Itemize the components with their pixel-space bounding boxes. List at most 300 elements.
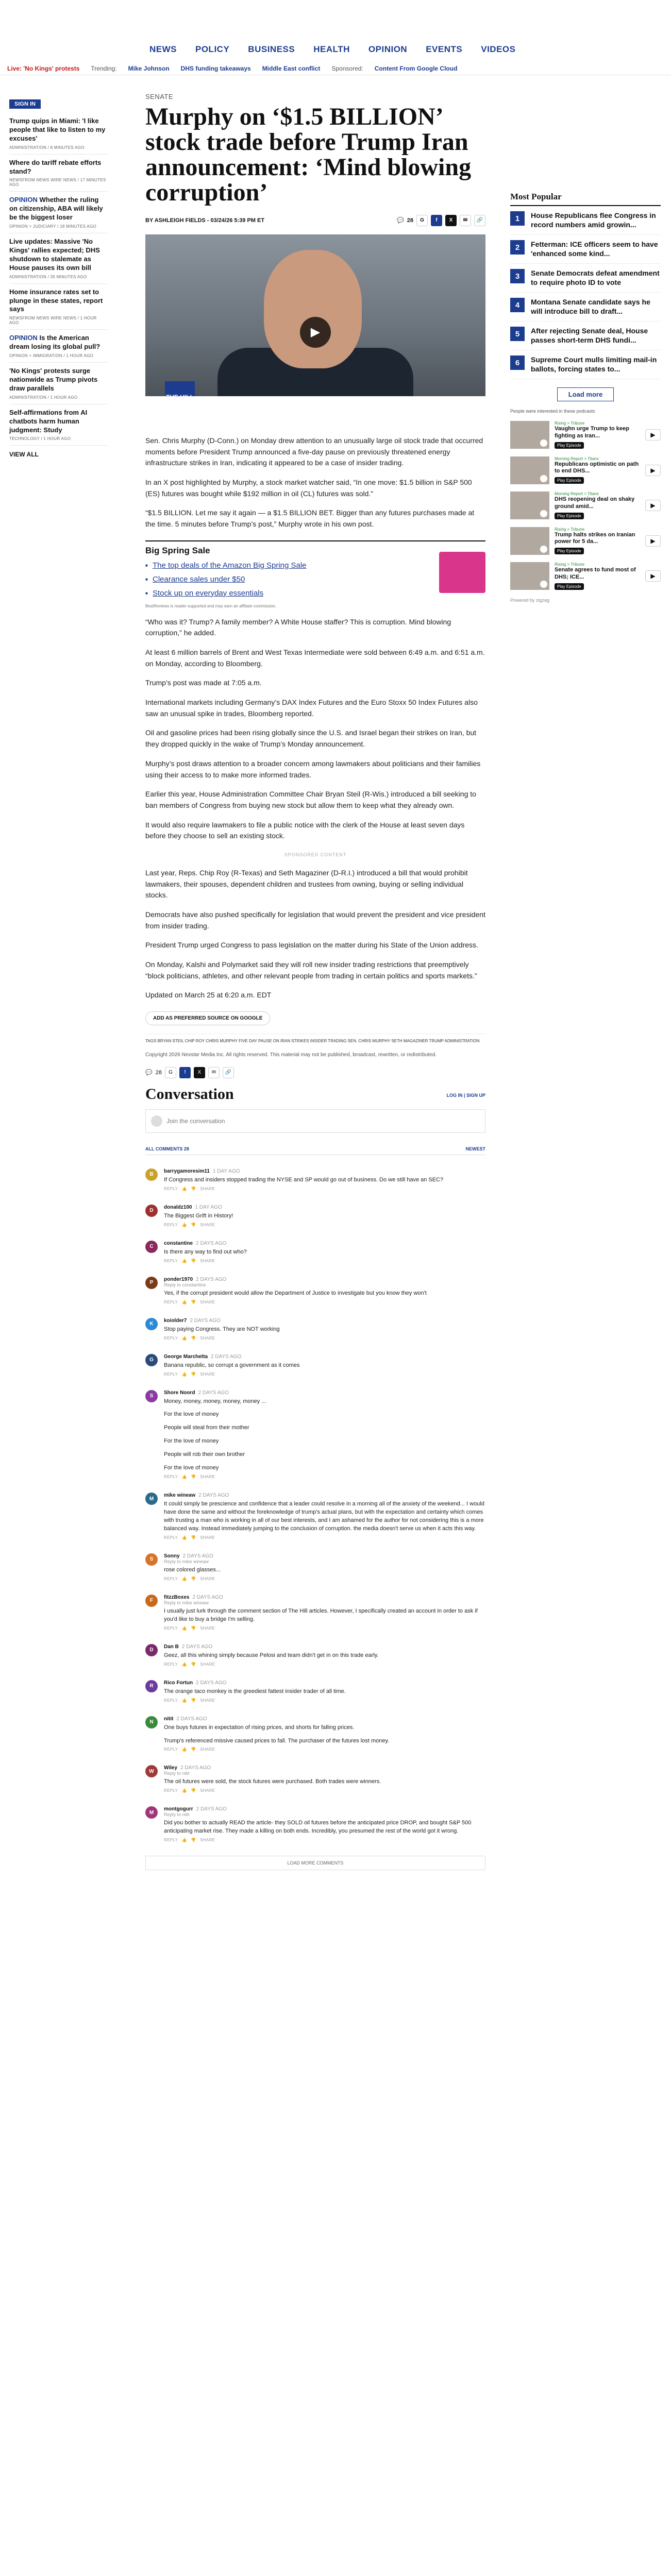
comment-text — [164, 1819, 485, 1836]
comment-body — [164, 1318, 280, 1341]
play-icon[interactable]: ▶ — [300, 317, 331, 348]
popular-item[interactable] — [510, 321, 661, 350]
play-episode-button[interactable]: Play Episode — [555, 583, 584, 590]
left-story-meta: ADMINISTRATION / 35 MINUTES AGO — [9, 274, 87, 279]
comment-user[interactable] — [164, 1553, 221, 1559]
rank-number: 1 — [510, 211, 525, 226]
podcast-play-icon[interactable]: ▶ — [645, 535, 661, 547]
comment-user[interactable] — [164, 1493, 485, 1498]
comment — [145, 1205, 485, 1227]
comment-user[interactable] — [164, 1241, 247, 1246]
comment-time: 2 DAYS AGO — [196, 1806, 227, 1812]
comment — [145, 1168, 485, 1191]
deals-list — [145, 561, 485, 598]
popular-item[interactable] — [510, 350, 661, 379]
top-nav — [0, 0, 671, 62]
comment-line: Stop paying Congress. They are NOT working — [164, 1326, 280, 1332]
comment-username[interactable]: barrygamoresim11 — [164, 1168, 210, 1174]
comment-text — [164, 1290, 427, 1298]
comment-text — [164, 1326, 280, 1334]
x-icon[interactable]: X — [445, 215, 457, 226]
facebook-icon[interactable]: f — [179, 1067, 191, 1078]
left-story[interactable] — [9, 192, 107, 233]
comment-text — [164, 1500, 485, 1533]
reply-to: Reply to constantine — [164, 1282, 206, 1287]
nav-news[interactable]: NEWS — [149, 44, 177, 54]
podcast-thumbnail[interactable] — [510, 456, 549, 484]
deals-title: Big Spring Sale — [145, 545, 210, 555]
article-paragraph: It would also require lawmakers to file a public notice with the clerk of the House at least seven days before they choose to sell an existing stock. — [145, 820, 465, 840]
comment-user[interactable] — [164, 1205, 233, 1210]
comment — [145, 1680, 485, 1703]
rank-number: 6 — [510, 355, 525, 370]
comment-user[interactable] — [164, 1277, 427, 1282]
podcast-info — [555, 562, 640, 590]
comment-username[interactable]: Shore Noord — [164, 1389, 195, 1396]
avatar[interactable]: M — [145, 1806, 158, 1819]
email-icon[interactable]: ✉ — [460, 215, 471, 226]
comment-time: 2 DAYS AGO — [198, 1389, 229, 1396]
comment-line: For the love of money — [164, 1465, 219, 1471]
comment-body — [164, 1493, 485, 1540]
avatar[interactable]: F — [145, 1595, 158, 1607]
podcast-thumbnail[interactable] — [510, 562, 549, 590]
comment-user[interactable] — [164, 1595, 485, 1600]
article-paragraph: International markets including Germany’s DAX Index Futures and the Euro Stoxx 50 Index Futures also saw an unusual spike in trades, Bloomberg reported. — [145, 698, 478, 718]
comment — [145, 1765, 485, 1793]
nav-health[interactable]: HEALTH — [313, 44, 350, 54]
article-paragraph: Last year, Reps. Chip Roy (R-Texas) and Seth Magaziner (D-R.I.) introduced a bill that would prohibit lawmakers, their spouses, dependent children and trustees from owning, buying or selling individual stocks. — [145, 868, 468, 900]
avatar[interactable]: N — [145, 1716, 158, 1728]
left-story-title-text[interactable]: Whether the ruling on citizenship, ABA will likely be the biggest loser — [9, 196, 103, 222]
load-more-comments-button[interactable]: LOAD MORE COMMENTS — [145, 1856, 485, 1870]
link-icon[interactable]: 🔗 — [223, 1067, 234, 1078]
conversation-title: Conversation — [145, 1085, 234, 1103]
left-story-title[interactable] — [9, 196, 107, 222]
left-story-meta: NEWSFROM NEWS WIRE NEWS / 17 MINUTES AGO — [9, 178, 106, 188]
comment-user[interactable] — [164, 1680, 346, 1686]
sign-in-button[interactable]: SIGN IN — [9, 99, 41, 109]
comment-actions[interactable]: REPLY 👍 👎 SHARE — [164, 1186, 215, 1191]
comment-time: 2 DAYS AGO — [196, 1240, 227, 1246]
comment-line: People will rob their own brother — [164, 1451, 245, 1458]
popular-title[interactable]: Fetterman: ICE officers seem to have 'enhanced some kind... — [531, 240, 658, 258]
opinion-label: OPINION — [9, 334, 38, 342]
comment-body — [164, 1168, 443, 1191]
left-story-meta: ADMINISTRATION / 8 MINUTES AGO — [9, 145, 85, 150]
comment — [145, 1241, 485, 1263]
avatar[interactable]: R — [145, 1680, 158, 1692]
comment-username[interactable]: donaldz100 — [164, 1204, 192, 1210]
podcast-thumbnail[interactable] — [510, 421, 549, 449]
comment-username[interactable]: Sonny — [164, 1553, 180, 1559]
popular-item[interactable] — [510, 293, 661, 321]
deal-link[interactable]: ■ Clearance sales under $50 — [153, 575, 485, 584]
byline-row — [145, 215, 485, 226]
comment-actions[interactable]: REPLY 👍 👎 SHARE — [164, 1838, 215, 1843]
comment-text — [164, 1778, 381, 1786]
podcast-item[interactable] — [510, 421, 661, 449]
tab-all-comments[interactable]: ALL COMMENTS 28 — [145, 1146, 189, 1151]
copyright: Copyright 2026 Nexstar Media Inc. All rights reserved. This material may not be published, broadcast, rewritten, or redistributed. — [145, 1052, 437, 1058]
article-main — [145, 93, 485, 1870]
facebook-icon[interactable]: f — [431, 215, 442, 226]
comment-body — [164, 1354, 300, 1377]
comment-time: 1 DAY AGO — [195, 1204, 222, 1210]
podcast-category: Rising > Tribune — [555, 421, 585, 426]
comment-username[interactable]: ponder1970 — [164, 1276, 193, 1282]
popular-title[interactable]: After rejecting Senate deal, House passes short-term DHS fundi... — [531, 327, 648, 344]
popular-item[interactable] — [510, 264, 661, 293]
comment-username[interactable]: fitzzBoxes — [164, 1594, 190, 1600]
popular-title[interactable]: Montana Senate candidate says he will introduce bill to draft... — [531, 298, 650, 315]
comment-username[interactable]: nitit — [164, 1716, 174, 1722]
comment-time: 2 DAYS AGO — [180, 1765, 211, 1771]
play-episode-button[interactable]: Play Episode — [555, 513, 584, 519]
avatar[interactable]: D — [145, 1205, 158, 1217]
comment-time: 2 DAYS AGO — [192, 1594, 223, 1600]
left-story-title[interactable]: 'No Kings' protests surge nationwide as Trump pivots draw parallels — [9, 367, 98, 392]
podcast-item[interactable] — [510, 456, 661, 485]
nav-videos[interactable]: VIDEOS — [481, 44, 516, 54]
comment-user[interactable] — [164, 1765, 381, 1771]
left-story[interactable] — [9, 330, 107, 363]
podcast-title[interactable]: DHS reopening deal on shaky ground amid... — [555, 496, 635, 510]
popular-title[interactable]: House Republicans flee Congress in record numbers amid growin... — [531, 211, 656, 229]
podcast-info — [555, 492, 640, 520]
podcast-info — [555, 527, 640, 555]
comment-time: 2 DAYS AGO — [196, 1680, 227, 1686]
comment-username[interactable]: George Marchetta — [164, 1353, 208, 1360]
comment-line: If Congress and insiders stopped trading the NYSE and SP would go out of business. Do we still have an SEC? — [164, 1176, 444, 1183]
sponsored-label: SPONSORED CONTENT — [284, 852, 347, 857]
reply-to: Reply to mike wineaw — [164, 1600, 209, 1605]
comment — [145, 1354, 485, 1377]
comment-actions[interactable]: REPLY 👍 👎 SHARE — [164, 1475, 215, 1480]
google-icon[interactable]: G — [416, 215, 428, 226]
avatar[interactable]: P — [145, 1277, 158, 1289]
comment-actions[interactable]: REPLY 👍 👎 SHARE — [164, 1222, 215, 1227]
sponsored-link[interactable]: Content From Google Cloud — [374, 64, 458, 72]
tags-list[interactable]: TAGS BRYAN STEIL CHIP ROY CHRIS MURPHY FIVE DAY PAUSE ON IRAN STRIKES INSIDER TRADING SEN. CHRIS MURPHY SETH MAGAZINER TRUMP ADMINISTRATION — [145, 1033, 485, 1045]
comment-actions[interactable]: REPLY 👍 👎 SHARE — [164, 1258, 215, 1263]
comment-user[interactable] — [164, 1168, 443, 1174]
comment-line: I usually just lurk through the comment section of The Hill articles. However, I specifically created an account in order to ask if you'd like to buy a bridge I'm selling. — [164, 1607, 478, 1622]
comment-line: One buys futures in expectation of rising prices, and shorts for falling prices. — [164, 1724, 355, 1731]
comment-username[interactable]: mike wineaw — [164, 1493, 196, 1499]
video-player[interactable] — [145, 234, 485, 427]
right-rail — [510, 192, 661, 603]
popular-title[interactable]: Senate Democrats defeat amendment to require photo ID to vote — [531, 269, 660, 286]
left-story[interactable] — [9, 233, 107, 284]
comment-line: Is there any way to find out who? — [164, 1248, 247, 1255]
article-paragraph: Earlier this year, House Administration Committee Chair Bryan Steil (R-Wis.) introduced a bill seeking to ban members of Congress from buying new stock but allow them to keep what they already own. — [145, 790, 476, 809]
play-episode-button[interactable]: Play Episode — [555, 442, 584, 449]
left-story-meta: ADMINISTRATION / 1 HOUR AGO — [9, 395, 78, 400]
rank-number: 2 — [510, 240, 525, 255]
avatar[interactable]: W — [145, 1765, 158, 1777]
podcast-info — [555, 456, 640, 485]
nav-policy[interactable]: POLICY — [195, 44, 230, 54]
comment-body — [164, 1205, 233, 1227]
nav-business[interactable]: BUSINESS — [248, 44, 295, 54]
comment — [145, 1716, 485, 1752]
comment-list — [145, 1168, 485, 1842]
comment-actions[interactable]: REPLY 👍 👎 SHARE — [164, 1625, 215, 1631]
popular-item[interactable] — [510, 206, 661, 235]
comment-user[interactable] — [164, 1716, 389, 1722]
share-bar — [397, 215, 485, 226]
left-story-title[interactable]: Home insurance rates set to plunge in these states, report says — [9, 287, 103, 313]
article-paragraph: “$1.5 BILLION. Let me say it again — a $1.5 BILLION BET. Bigger than any futures purchases made at the time. 5 minutes before Trump’s post,” Murphy wrote in his own post. — [145, 509, 475, 528]
comment-actions[interactable]: REPLY 👍 👎 SHARE — [164, 1299, 215, 1304]
comment-username[interactable]: koiolder7 — [164, 1317, 187, 1324]
comment-time: 2 DAYS AGO — [196, 1276, 227, 1282]
comment-user[interactable] — [164, 1390, 266, 1396]
trending-link[interactable]: Middle East conflict — [262, 64, 321, 72]
comment — [145, 1806, 485, 1842]
deals-note: BestReviews is reader-supported and may earn an affiliate commission. — [145, 603, 277, 608]
comment-tabs — [145, 1146, 485, 1155]
comment-line: Money, money, money, money, money ... — [164, 1398, 266, 1404]
article-paragraph: Trump’s post was made at 7:05 a.m. — [145, 679, 262, 687]
google-preferred-button[interactable]: ADD AS PREFERRED SOURCE ON GOOGLE — [145, 1011, 270, 1025]
podcast-category: Morning Report > Titans — [555, 456, 599, 461]
comment-line: Trump's referenced missive caused prices to fall. The purchaser of the futures lost money. — [164, 1737, 390, 1744]
podcast-info — [555, 421, 640, 449]
comment-user[interactable] — [164, 1354, 300, 1360]
comment-actions[interactable]: REPLY 👍 👎 SHARE — [164, 1747, 215, 1752]
comment-time: 2 DAYS AGO — [198, 1493, 229, 1499]
avatar[interactable]: G — [145, 1354, 158, 1366]
trending-link[interactable]: DHS funding takeaways — [180, 64, 251, 72]
comment-user[interactable] — [164, 1318, 280, 1324]
deal-link[interactable]: ■ The top deals of the Amazon Big Spring Sale — [153, 561, 485, 570]
podcast-item[interactable] — [510, 527, 661, 555]
comment-icon[interactable]: 💬 — [397, 217, 404, 224]
comment-body — [164, 1765, 381, 1793]
comment-user[interactable] — [164, 1806, 485, 1812]
avatar[interactable]: M — [145, 1493, 158, 1505]
comment-text — [164, 1176, 443, 1184]
comment — [145, 1493, 485, 1540]
article-paragraph: At least 6 million barrels of Brent and West Texas Intermediate were sold between 6:49 a.m. and 6:51 a.m. on Monday, according to Bloomberg. — [145, 648, 485, 668]
podcast-category: Morning Report > Titans — [555, 492, 599, 496]
comment-text — [164, 1566, 221, 1574]
byline: BY ASHLEIGH FIELDS - 03/24/26 5:39 PM ET — [145, 217, 265, 224]
podcast-title[interactable]: Trump halts strikes on Iranian power for 5 da... — [555, 531, 635, 545]
left-story-title[interactable] — [9, 334, 107, 351]
reply-to: Reply to nitit — [164, 1812, 190, 1818]
comment-line: Yes, if the corrupt president would allow the Department of Justice to investigate but you know they won't — [164, 1290, 427, 1296]
comment-body — [164, 1806, 485, 1842]
left-story-meta: TECHNOLOGY / 1 HOUR AGO — [9, 436, 71, 442]
article-paragraph: In an X post highlighted by Murphy, a stock market watcher said, “In one move: $1.5 billion in S&P 500 (ES) futures was bought while $192 million in oil (CL) futures was sold.” — [145, 478, 472, 498]
avatar[interactable]: S — [145, 1553, 158, 1566]
comment-text — [164, 1652, 378, 1660]
popular-title[interactable]: Supreme Court mulls limiting mail-in ballots, forcing states to... — [531, 355, 657, 373]
podcast-item[interactable] — [510, 492, 661, 520]
article-paragraph: On Monday, Kalshi and Polymarket said they will roll new insider trading restrictions that preemptively “block politicians, athletes, and other relevant people from trading in certain politics and sports markets.” — [145, 960, 477, 980]
comment-body — [164, 1716, 389, 1752]
conversation-header — [145, 1086, 485, 1103]
comment-body — [164, 1595, 485, 1631]
comment-icon[interactable]: 💬 — [145, 1070, 153, 1076]
comment-text — [164, 1212, 233, 1221]
update-note: Updated on March 25 at 6:20 a.m. EDT — [145, 991, 272, 999]
comment-text — [164, 1362, 300, 1370]
comment-time: 2 DAYS AGO — [211, 1353, 242, 1360]
left-story-title[interactable]: Self-affirmations from AI chatbots harm human judgment: Study — [9, 408, 88, 434]
comment-actions[interactable]: REPLY 👍 👎 SHARE — [164, 1788, 215, 1793]
nav-opinion[interactable]: OPINION — [368, 44, 408, 54]
comment-username[interactable]: Wiley — [164, 1765, 178, 1771]
comment-text — [164, 1724, 389, 1745]
comment-line: It could simply be prescience and confidence that a leader could resolve in a morning all of the anxiety of the weekend... I would have done the same and without the foreknowledge of trump's actual plans, but with the expectation and certainty which comes with trusting a man who is working in all of our best interests, and I am ashamed for the author for not considering this is a more balanced way. Instead immediately jumping to the conclusion of corruption. the media doesn't serve us when it acts this way. — [164, 1501, 484, 1532]
comment-actions[interactable]: REPLY 👍 👎 SHARE — [164, 1335, 215, 1341]
comment-line: The orange taco monkey is the greediest fattest insider trader of all time. — [164, 1688, 346, 1694]
comment-body — [164, 1390, 266, 1480]
left-story-meta: OPINION > IMMIGRATION / 1 HOUR AGO — [9, 353, 94, 359]
comment-time: 2 DAYS AGO — [181, 1643, 213, 1650]
podcast-powered-by: Powered by zigzag — [510, 597, 550, 603]
comment-text — [164, 1607, 485, 1624]
podcast-title[interactable]: Senate agrees to fund most of DHS; ICE... — [555, 567, 636, 580]
avatar[interactable]: C — [145, 1241, 158, 1253]
share-bar-bottom — [145, 1067, 485, 1078]
deal-image[interactable] — [439, 552, 485, 593]
podcast-play-icon[interactable]: ▶ — [645, 465, 661, 476]
podcast-play-icon[interactable]: ▶ — [645, 570, 661, 582]
podcast-list — [510, 421, 661, 590]
left-story[interactable] — [9, 113, 107, 155]
avatar[interactable]: K — [145, 1318, 158, 1330]
left-story-title[interactable]: Where do tariff rebate efforts stand? — [9, 158, 102, 175]
comment-time: 2 DAYS AGO — [190, 1317, 221, 1324]
podcast-thumbnail[interactable] — [510, 527, 549, 555]
podcast-category: Rising > Tribune — [555, 527, 585, 532]
popular-item[interactable] — [510, 235, 661, 264]
x-icon[interactable]: X — [194, 1067, 205, 1078]
comment-actions[interactable]: REPLY 👍 👎 SHARE — [164, 1662, 215, 1667]
comment-time: 1 DAY AGO — [212, 1168, 240, 1174]
load-more-popular-button[interactable]: Load more — [557, 387, 614, 401]
comment-actions[interactable]: REPLY 👍 👎 SHARE — [164, 1576, 215, 1581]
podcast-play-icon[interactable]: ▶ — [645, 429, 661, 440]
left-story-title-text[interactable]: Is the American dream losing its global pull? — [9, 334, 100, 351]
rank-number: 4 — [510, 298, 525, 312]
comment — [145, 1277, 485, 1304]
comment-line: The oil futures were sold, the stock futures were purchased. Both trades were winners. — [164, 1778, 381, 1785]
comment-username[interactable]: montgogurr — [164, 1806, 193, 1812]
podcast-label: People were interested in these podcasts — [510, 409, 595, 414]
trending-label: Trending: — [91, 64, 117, 72]
left-story[interactable] — [9, 363, 107, 404]
comment-count[interactable]: 28 — [155, 1069, 162, 1076]
play-episode-button[interactable]: Play Episode — [555, 477, 584, 484]
main-nav-links — [149, 44, 515, 55]
comment — [145, 1390, 485, 1480]
comment-line: rose colored glasses... — [164, 1566, 221, 1573]
nav-events[interactable]: EVENTS — [426, 44, 463, 54]
left-story[interactable] — [9, 404, 107, 446]
left-story-title[interactable]: Trump quips in Miami: 'I like people that like to listen to my excuses' — [9, 117, 106, 142]
article-paragraph: “Who was it? Trump? A family member? A White House staffer? This is corruption. Mind blowing corruption,” he added. — [145, 617, 451, 637]
deals-widget — [145, 540, 485, 608]
join-conversation-input[interactable]: Join the conversation — [145, 1109, 485, 1133]
page-title: Murphy on ‘$1.5 BILLION’ stock trade before Trump Iran announcement: ‘Mind blowing corruption’ — [145, 103, 472, 206]
comment-count[interactable]: 28 — [407, 217, 413, 224]
sort-dropdown[interactable]: NEWEST — [465, 1146, 485, 1151]
comment-line: Geez, all this whining simply because Pelosi and team didn't get in on this trade early. — [164, 1652, 379, 1658]
article-paragraph: Democrats have also pushed specifically for legislation that would prevent the president and vice president from insider trading. — [145, 910, 485, 930]
play-episode-button[interactable]: Play Episode — [555, 548, 584, 554]
video-caption-bar — [145, 396, 485, 427]
left-story-meta: NEWSFROM NEWS WIRE NEWS / 1 HOUR AGO — [9, 316, 97, 326]
video-figure-face — [264, 250, 362, 368]
avatar[interactable]: B — [145, 1168, 158, 1181]
comment-text — [164, 1248, 247, 1257]
email-icon[interactable]: ✉ — [208, 1067, 220, 1078]
comment-text — [164, 1398, 266, 1473]
left-story[interactable] — [9, 284, 107, 330]
article-body — [145, 435, 485, 1059]
view-all-link[interactable]: VIEW ALL — [9, 451, 39, 459]
comment-username[interactable]: Rico Fortun — [164, 1680, 193, 1686]
deal-link[interactable]: ■ Stock up on everyday essentials — [153, 589, 485, 598]
avatar[interactable]: D — [145, 1644, 158, 1656]
comment-actions[interactable]: REPLY 👍 👎 SHARE — [164, 1698, 215, 1703]
article-paragraph: President Trump urged Congress to pass legislation on the matter during his State of the Union address. — [145, 941, 478, 950]
comment-username[interactable]: constantine — [164, 1240, 193, 1246]
comment — [145, 1595, 485, 1631]
comment-line: Did you bother to actually READ the article- they SOLD oil futures before the anticipated price DROP, and bought S&P 500 anticipating market rise. They made a killing on both ends. Incredibly, you presumed the rest of the world got it wrong. — [164, 1820, 472, 1835]
comment-body — [164, 1277, 427, 1304]
link-icon[interactable]: 🔗 — [474, 215, 485, 226]
reply-to: Reply to mike wineaw — [164, 1558, 209, 1564]
live-link[interactable]: Live: 'No Kings' protests — [7, 64, 80, 72]
left-story[interactable] — [9, 155, 107, 192]
article-paragraph: Oil and gasoline prices had been rising globally since the U.S. and Israel began their strikes on Iran, but they dropped quickly in the wake of Trump’s Monday announcement. — [145, 728, 477, 749]
left-story-meta: OPINION > JUDICIARY / 18 MINUTES AGO — [9, 224, 96, 229]
trending-link[interactable]: Mike Johnson — [128, 64, 170, 72]
comment-body — [164, 1241, 247, 1263]
comment-actions[interactable]: REPLY 👍 👎 SHARE — [164, 1535, 215, 1540]
comment — [145, 1318, 485, 1341]
comment-text — [164, 1688, 346, 1696]
comments-section — [145, 1067, 485, 1870]
podcast-title[interactable]: Vaughn urge Trump to keep fighting as Iran... — [555, 426, 629, 439]
section-label[interactable]: SENATE — [145, 93, 174, 100]
comment-actions[interactable]: REPLY 👍 👎 SHARE — [164, 1371, 215, 1377]
rank-number: 5 — [510, 327, 525, 341]
comment-line: For the love of money — [164, 1411, 219, 1418]
comment-username[interactable]: Dan B — [164, 1643, 179, 1650]
podcast-play-icon[interactable]: ▶ — [645, 500, 661, 511]
login-links[interactable]: LOG IN | SIGN UP — [446, 1092, 485, 1098]
podcast-item[interactable] — [510, 562, 661, 590]
left-story-title[interactable]: Live updates: Massive 'No Kings' rallies expected; DHS shutdown to stalemate as House pauses its own bill — [9, 238, 100, 272]
sponsored-label: Sponsored: — [331, 64, 363, 72]
comment-user[interactable] — [164, 1644, 378, 1650]
trending-bar — [0, 62, 671, 75]
podcast-title[interactable]: Republicans optimistic on path to end DHS... — [555, 461, 639, 474]
left-rail — [9, 99, 107, 458]
avatar[interactable]: S — [145, 1390, 158, 1402]
comment-body — [164, 1680, 346, 1703]
google-icon[interactable]: G — [165, 1067, 176, 1078]
podcast-thumbnail[interactable] — [510, 492, 549, 519]
